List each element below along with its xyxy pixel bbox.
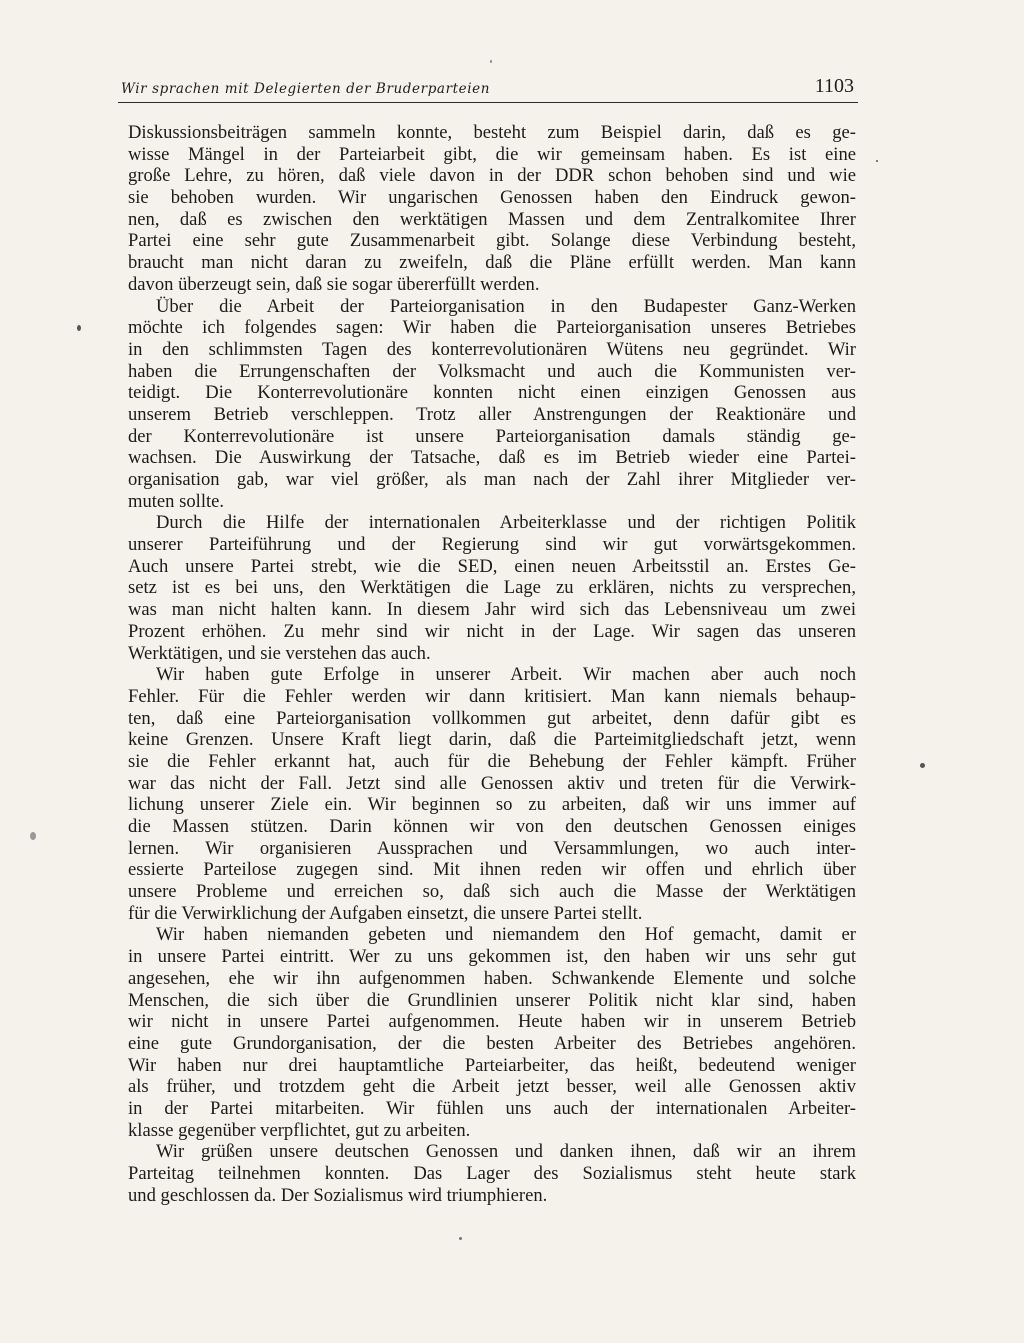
text-line: Wir grüßen unsere deutschen Genossen und danken ihnen, daß wir an ihrem bbox=[156, 1141, 856, 1163]
text-line: Durch die Hilfe der internationalen Arbeiterklasse und der richtigen Politik bbox=[156, 512, 856, 534]
text-line: ten, daß eine Parteiorganisation vollkommen gut arbeitet, denn dafür gibt es bbox=[128, 707, 856, 729]
scan-speck bbox=[876, 160, 878, 162]
running-head: Wir sprachen mit Delegierten der Bruderparteien bbox=[121, 81, 491, 97]
text-line: Werktätigen, und sie verstehen das auch. bbox=[128, 642, 431, 664]
text-line: Diskussionsbeiträgen sammeln konnte, besteht zum Beispiel darin, daß es ge- bbox=[128, 122, 856, 143]
text-line: der Konterrevolutionäre ist unsere Parteiorganisation damals ständig ge- bbox=[128, 425, 856, 447]
text-line: klasse gegenüber verpflichtet, gut zu arbeiten. bbox=[128, 1119, 471, 1141]
text-line: angesehen, ehe wir ihn aufgenommen haben. Schwankende Elemente und solche bbox=[128, 967, 856, 989]
text-line: haben die Errungenschaften der Volksmacht und auch die Kommunisten ver- bbox=[128, 360, 856, 382]
text-line: Menschen, die sich über die Grundlinien unserer Politik nicht klar sind, haben bbox=[128, 989, 856, 1011]
text-line: Wir haben gute Erfolge in unserer Arbeit. Wir machen aber auch noch bbox=[156, 664, 856, 686]
text-line: lernen. Wir organisieren Aussprachen und Versammlungen, wo auch inter- bbox=[128, 837, 856, 859]
page-header bbox=[118, 70, 858, 103]
text-line: unserem Betrieb verschleppen. Trotz aller Anstrengungen der Reaktionäre und bbox=[128, 403, 856, 425]
text-line: in der Partei mitarbeiten. Wir fühlen uns auch der internationalen Arbeiter- bbox=[128, 1097, 856, 1119]
scan-speck bbox=[459, 1237, 462, 1240]
text-line: keine Grenzen. Unsere Kraft liegt darin, daß die Parteimitgliedschaft jetzt, wenn bbox=[128, 729, 856, 751]
text-line: nen, daß es zwischen den werktätigen Massen und dem Zentralkomitee Ihrer bbox=[128, 208, 856, 230]
text-line: teidigt. Die Konterrevolutionäre konnten nicht einen einzigen Genossen aus bbox=[128, 382, 856, 404]
text-line: wir nicht in unsere Partei aufgenommen. Heute haben wir in unserem Betrieb bbox=[128, 1011, 856, 1033]
text-line: setz ist es bei uns, den Werktätigen die Lage zu erklären, nichts zu versprechen, bbox=[128, 577, 856, 599]
text-line: möchte ich folgendes sagen: Wir haben die Parteiorganisation unseres Betriebes bbox=[128, 317, 856, 339]
text-line: in unsere Partei eintritt. Wer zu uns gekommen ist, den haben wir uns sehr gut bbox=[128, 946, 856, 968]
text-line: unserer Parteiführung und der Regierung sind wir gut vorwärtsgekommen. bbox=[128, 534, 856, 556]
text-line: als früher, und trotzdem geht die Arbeit jetzt besser, weil alle Genossen aktiv bbox=[128, 1076, 856, 1098]
text-line: Über die Arbeit der Parteiorganisation in den Budapester Ganz-Werken bbox=[156, 295, 856, 317]
text-line: Wir haben niemanden gebeten und niemandem den Hof gemacht, damit er bbox=[156, 924, 856, 946]
page-number: 1103 bbox=[814, 75, 854, 97]
text-line: große Lehre, zu hören, daß viele davon in der DDR schon behoben sind und wie bbox=[128, 165, 856, 187]
scan-speck bbox=[30, 832, 36, 840]
scan-speck bbox=[77, 325, 81, 331]
text-line: sie behoben wurden. Wir ungarischen Genossen haben den Eindruck gewon- bbox=[128, 187, 856, 209]
text-line: wisse Mängel in der Parteiarbeit gibt, die wir gemeinsam haben. Es ist eine bbox=[128, 143, 856, 165]
text-line: davon überzeugt sein, daß sie sogar übererfüllt werden. bbox=[128, 273, 540, 295]
text-line: Partei eine sehr gute Zusammenarbeit gibt. Solange diese Verbindung besteht, bbox=[128, 230, 856, 252]
text-line: Parteitag teilnehmen konnten. Das Lager des Sozialismus steht heute stark bbox=[128, 1163, 856, 1184]
scan-speck bbox=[490, 60, 492, 63]
text-line: braucht man nicht daran zu zweifeln, daß die Pläne erfüllt werden. Man kann bbox=[128, 252, 856, 274]
scan-speck bbox=[920, 763, 925, 768]
text-line: war das nicht der Fall. Jetzt sind alle Genossen aktiv und treten für die Verwirk- bbox=[128, 772, 856, 794]
text-line: die Massen stützen. Darin können wir von den deutschen Genossen einiges bbox=[128, 816, 856, 837]
text-line: muten sollte. bbox=[128, 490, 225, 512]
text-line: Wir haben nur drei hauptamtliche Parteiarbeiter, das heißt, bedeutend weniger bbox=[128, 1054, 856, 1076]
text-line: unsere Probleme und erreichen so, daß sich auch die Masse der Werktätigen bbox=[128, 881, 856, 903]
text-line: was man nicht halten kann. In diesem Jahr wird sich das Lebensniveau um zwei bbox=[128, 599, 856, 621]
text-line: Fehler. Für die Fehler werden wir dann kritisiert. Man kann niemals behaup- bbox=[128, 685, 856, 707]
text-line: essierte Parteilose zugegen sind. Mit ihnen reden wir offen und ehrlich über bbox=[128, 859, 856, 881]
text-line: für die Verwirklichung der Aufgaben einsetzt, die unsere Partei stellt. bbox=[128, 902, 643, 924]
text-line: wachsen. Die Auswirkung der Tatsache, daß es im Betrieb wieder eine Partei- bbox=[128, 447, 856, 469]
text-line: Auch unsere Partei strebt, wie die SED, einen neuen Arbeitsstil an. Erstes Ge- bbox=[128, 555, 856, 577]
text-line: eine gute Grundorganisation, der die besten Arbeiter des Betriebes angehören. bbox=[128, 1032, 856, 1054]
text-line: sie die Fehler erkannt hat, auch für die Behebung der Fehler kämpft. Früher bbox=[128, 750, 856, 772]
text-line: und geschlossen da. Der Sozialismus wird triumphieren. bbox=[128, 1184, 548, 1206]
text-line: Prozent erhöhen. Zu mehr sind wir nicht in der Lage. Wir sagen das unseren bbox=[128, 620, 856, 642]
text-line: organisation gab, war viel größer, als man nach der Zahl ihrer Mitglieder ver- bbox=[128, 469, 856, 490]
text-line: lichung unserer Ziele ein. Wir beginnen so zu arbeiten, daß wir uns immer auf bbox=[128, 794, 856, 816]
text-line: in den schlimmsten Tagen des konterrevolutionären Wütens neu gegründet. Wir bbox=[128, 338, 856, 360]
body-text bbox=[128, 122, 856, 1206]
